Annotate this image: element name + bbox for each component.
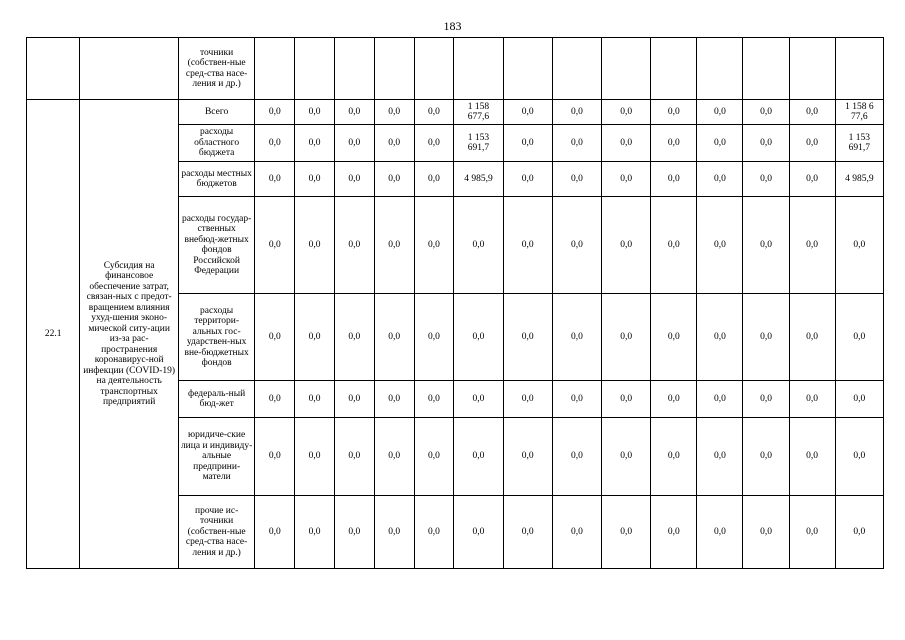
value-cell: 0,0 — [414, 496, 454, 569]
value-cell: 0,0 — [697, 162, 743, 197]
source-cell: юридиче-ские лица и индивиду-альные предприни-матели — [178, 418, 254, 496]
value-cell: 0,0 — [295, 100, 335, 125]
value-cell: 0,0 — [374, 100, 414, 125]
value-cell: 1 158 677,6 — [454, 100, 503, 125]
value-cell: 0,0 — [835, 496, 883, 569]
value-cell: 0,0 — [295, 197, 335, 294]
value-cell: 0,0 — [552, 381, 601, 418]
value-cell: 0,0 — [255, 381, 295, 418]
value-cell: 0,0 — [255, 418, 295, 496]
value-cell: 0,0 — [255, 496, 295, 569]
value-cell: 0,0 — [743, 496, 789, 569]
value-cell: 4 985,9 — [454, 162, 503, 197]
value-cell: 0,0 — [835, 418, 883, 496]
value-cell: 0,0 — [651, 294, 697, 381]
value-cell: 1 153 691,7 — [454, 125, 503, 162]
value-cell: 0,0 — [602, 100, 651, 125]
value-cell: 0,0 — [835, 197, 883, 294]
value-cell: 0,0 — [651, 418, 697, 496]
value-cell: 0,0 — [414, 100, 454, 125]
value-cell: 0,0 — [789, 125, 835, 162]
value-cell: 0,0 — [454, 496, 503, 569]
value-cell: 0,0 — [789, 162, 835, 197]
value-cell: 0,0 — [552, 294, 601, 381]
value-cell: 0,0 — [374, 162, 414, 197]
value-cell: 0,0 — [651, 496, 697, 569]
value-cell: 0,0 — [334, 197, 374, 294]
value-cell: 0,0 — [414, 125, 454, 162]
value-cell: 0,0 — [295, 294, 335, 381]
budget-table — [26, 37, 884, 569]
value-cell: 0,0 — [743, 100, 789, 125]
value-cell: 0,0 — [295, 418, 335, 496]
value-cell: 0,0 — [697, 197, 743, 294]
value-cell: 0,0 — [295, 162, 335, 197]
value-cell: 0,0 — [651, 100, 697, 125]
value-cell: 0,0 — [602, 197, 651, 294]
source-cell: точники (собствен-ные сред-ства насе-ления и др.) — [178, 38, 254, 100]
value-cell: 0,0 — [743, 125, 789, 162]
value-cell: 0,0 — [503, 125, 552, 162]
value-cell: 0,0 — [743, 418, 789, 496]
value-cell: 0,0 — [552, 496, 601, 569]
value-cell: 0,0 — [503, 418, 552, 496]
value-cell: 0,0 — [454, 197, 503, 294]
source-cell: расходы государ-ственных внебюд-жетных фондов Российской Федерации — [178, 197, 254, 294]
value-cell: 0,0 — [414, 418, 454, 496]
table-row — [27, 100, 884, 125]
table-row-continuation — [27, 38, 884, 100]
value-cell: 0,0 — [334, 125, 374, 162]
value-cell: 0,0 — [697, 100, 743, 125]
value-cell: 0,0 — [334, 496, 374, 569]
value-cell: 0,0 — [651, 197, 697, 294]
value-cell: 0,0 — [835, 381, 883, 418]
value-cell: 0,0 — [255, 197, 295, 294]
value-cell: 0,0 — [552, 100, 601, 125]
value-cell: 0,0 — [697, 294, 743, 381]
value-cell: 0,0 — [454, 294, 503, 381]
source-cell: расходы территори-альных гос-ударствен-ных вне-бюджетных фондов — [178, 294, 254, 381]
value-cell: 0,0 — [743, 381, 789, 418]
value-cell: 0,0 — [789, 418, 835, 496]
value-cell: 0,0 — [602, 125, 651, 162]
value-cell: 0,0 — [334, 100, 374, 125]
value-cell: 0,0 — [552, 197, 601, 294]
value-cell: 0,0 — [334, 162, 374, 197]
value-cell: 0,0 — [295, 496, 335, 569]
value-cell: 0,0 — [552, 162, 601, 197]
page-number: 183 — [443, 19, 462, 33]
value-cell: 0,0 — [334, 381, 374, 418]
value-cell: 0,0 — [697, 381, 743, 418]
value-cell: 0,0 — [295, 381, 335, 418]
value-cell: 0,0 — [414, 197, 454, 294]
value-cell: 0,0 — [789, 294, 835, 381]
value-cell: 0,0 — [374, 294, 414, 381]
value-cell: 0,0 — [503, 294, 552, 381]
value-cell: 0,0 — [295, 125, 335, 162]
value-cell: 0,0 — [552, 418, 601, 496]
source-cell: расходы областного бюджета — [178, 125, 254, 162]
row-number-cell: 22.1 — [27, 100, 80, 569]
value-cell: 0,0 — [334, 418, 374, 496]
value-cell: 0,0 — [743, 294, 789, 381]
value-cell: 0,0 — [602, 294, 651, 381]
value-cell: 0,0 — [374, 418, 414, 496]
value-cell: 0,0 — [374, 381, 414, 418]
value-cell: 0,0 — [255, 125, 295, 162]
description-cell — [80, 38, 178, 100]
value-cell: 0,0 — [255, 162, 295, 197]
source-cell: расходы местных бюджетов — [178, 162, 254, 197]
value-cell: 0,0 — [789, 496, 835, 569]
description-cell: Субсидия на финансовое обеспечение затрат, связан-ных с предот-вращением влияния ухуд-шения эконо-мической ситу-ации из-за рас-пространения коронавирус-ной инфекции (COVID-19) на деятельность транспортных предприятий — [80, 100, 178, 569]
value-cell: 0,0 — [374, 197, 414, 294]
value-cell: 0,0 — [743, 197, 789, 294]
value-cell: 0,0 — [503, 197, 552, 294]
value-cell: 0,0 — [602, 162, 651, 197]
value-cell: 0,0 — [602, 381, 651, 418]
value-cell: 0,0 — [651, 162, 697, 197]
value-cell: 0,0 — [697, 125, 743, 162]
value-cell: 0,0 — [255, 100, 295, 125]
source-cell: Всего — [178, 100, 254, 125]
value-cell: 0,0 — [374, 125, 414, 162]
value-cell: 0,0 — [503, 381, 552, 418]
value-cell: 0,0 — [697, 418, 743, 496]
source-cell: прочие ис-точники (собствен-ные сред-ства насе-ления и др.) — [178, 496, 254, 569]
value-cell: 0,0 — [334, 294, 374, 381]
value-cell: 0,0 — [552, 125, 601, 162]
value-cell: 0,0 — [789, 381, 835, 418]
value-cell: 0,0 — [454, 381, 503, 418]
value-cell: 0,0 — [697, 496, 743, 569]
value-cell: 0,0 — [789, 100, 835, 125]
value-cell: 0,0 — [602, 496, 651, 569]
row-number-cell — [27, 38, 80, 100]
value-cell: 0,0 — [835, 294, 883, 381]
value-cell: 0,0 — [503, 100, 552, 125]
value-cell: 0,0 — [651, 381, 697, 418]
value-cell: 0,0 — [255, 294, 295, 381]
value-cell: 0,0 — [414, 162, 454, 197]
value-cell: 0,0 — [602, 418, 651, 496]
value-cell: 1 158 6 77,6 — [835, 100, 883, 125]
value-cell: 0,0 — [503, 496, 552, 569]
value-cell: 0,0 — [651, 125, 697, 162]
value-cell: 4 985,9 — [835, 162, 883, 197]
value-cell: 0,0 — [414, 294, 454, 381]
value-cell: 0,0 — [374, 496, 414, 569]
value-cell: 0,0 — [743, 162, 789, 197]
value-cell: 0,0 — [789, 197, 835, 294]
value-cell: 0,0 — [454, 418, 503, 496]
value-cell: 0,0 — [414, 381, 454, 418]
source-cell: федераль-ный бюд-жет — [178, 381, 254, 418]
value-cell: 0,0 — [503, 162, 552, 197]
value-cell: 1 153 691,7 — [835, 125, 883, 162]
